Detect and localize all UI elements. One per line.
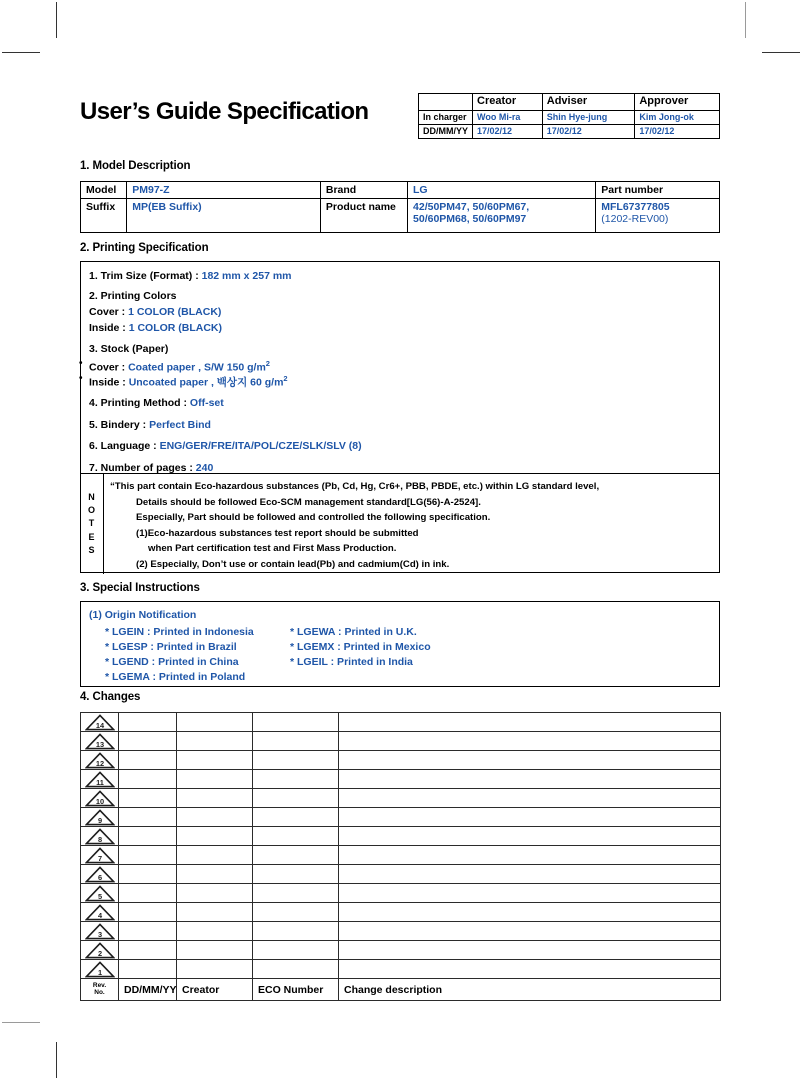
- revision-triangle-icon: [85, 904, 115, 921]
- changes-cell-description: [339, 884, 721, 903]
- changes-cell-creator: [177, 865, 253, 884]
- revision-triangle-icon: [85, 923, 115, 940]
- table-row: [81, 884, 721, 903]
- revision-triangle-icon: [85, 771, 115, 788]
- origin-notification-title: (1) Origin Notification: [89, 609, 197, 621]
- changes-cell-creator: [177, 732, 253, 751]
- svg-text:10: 10: [95, 796, 104, 806]
- origin-lgend: * LGEND : Printed in China: [105, 656, 239, 668]
- table-row: [81, 941, 721, 960]
- origin-lgemx: * LGEMX : Printed in Mexico: [290, 641, 431, 653]
- notes-body: [110, 479, 716, 572]
- stock-inside-superscript: 2: [283, 374, 288, 383]
- number-of-pages-value: 240: [195, 462, 214, 474]
- special-instructions-box: [80, 601, 720, 687]
- changes-cell-date: [119, 713, 177, 732]
- notes-line-2: Details should be followed Eco-SCM management standard[LG(56)-A-2524].: [136, 496, 481, 508]
- svg-text:8: 8: [97, 834, 102, 844]
- revision-marker-cell: [81, 713, 119, 732]
- changes-cell-date: [119, 751, 177, 770]
- revision-marker-cell: [81, 770, 119, 789]
- approval-row-in-charger: [419, 110, 720, 124]
- part-number-value-cell: [596, 199, 720, 233]
- revision-marker-cell: [81, 865, 119, 884]
- model-table-row-2: [81, 199, 720, 233]
- revision-marker-cell: [81, 903, 119, 922]
- changes-table-footer: [81, 979, 721, 1001]
- changes-cell-date: [119, 789, 177, 808]
- svg-text:7: 7: [97, 853, 102, 863]
- approval-adviser-name: Shin Hye-jung: [542, 110, 635, 124]
- language-line: [89, 440, 362, 453]
- approval-header-approver: Approver: [635, 94, 720, 111]
- origin-lgesp: * LGESP : Printed in Brazil: [105, 641, 237, 653]
- model-table-row-1: [81, 182, 720, 199]
- changes-cell-description: [339, 922, 721, 941]
- trim-size-label: 1. Trim Size (Format) :: [89, 270, 202, 282]
- bindery-line: [89, 419, 211, 432]
- table-row: [81, 827, 721, 846]
- changes-cell-date: [119, 884, 177, 903]
- svg-text:5: 5: [97, 891, 102, 901]
- stock-cover-label: Cover :: [89, 361, 129, 374]
- table-row: [81, 732, 721, 751]
- changes-cell-date: [119, 827, 177, 846]
- changes-header-rev-no: [81, 979, 119, 1001]
- product-name-label: Product name: [320, 199, 407, 233]
- printing-colors-inside-value: 1 COLOR (BLACK): [128, 322, 223, 334]
- stock-cover-superscript: 2: [265, 359, 270, 368]
- suffix-label: Suffix: [81, 199, 127, 233]
- revision-triangle-icon: [85, 847, 115, 864]
- changes-cell-description: [339, 960, 721, 979]
- changes-cell-creator: [177, 903, 253, 922]
- revision-marker-cell: [81, 941, 119, 960]
- changes-cell-date: [119, 960, 177, 979]
- changes-cell-description: [339, 770, 721, 789]
- svg-text:1: 1: [97, 967, 102, 977]
- changes-cell-eco-number: [253, 751, 339, 770]
- revision-triangle-icon: [85, 733, 115, 750]
- notes-line-1: “This part contain Eco-hazardous substances (Pb, Cd, Hg, Cr6+, PBB, PBDE, etc.) within LG standard level,: [110, 481, 600, 492]
- revision-marker-cell: [81, 732, 119, 751]
- approval-row-date: [419, 125, 720, 139]
- changes-cell-description: [339, 846, 721, 865]
- stock-inside-line: [89, 374, 288, 389]
- notes-line-6: (2) Especially, Don’t use or contain lead(Pb) and cadmium(Cd) in ink.: [136, 558, 450, 570]
- table-row: [81, 789, 721, 808]
- printing-colors-cover-line: [89, 306, 221, 319]
- crop-mark-top-left-vertical: [56, 2, 57, 38]
- changes-cell-eco-number: [253, 713, 339, 732]
- stock-inside-value: Uncoated paper , 백상지 60 g/m: [128, 376, 284, 389]
- approval-header-row: [419, 94, 720, 111]
- approval-table: [418, 93, 720, 139]
- changes-table: [80, 712, 721, 1001]
- notes-letter-s: S: [88, 544, 95, 555]
- bindery-label: 5. Bindery :: [89, 419, 150, 431]
- changes-cell-creator: [177, 827, 253, 846]
- revision-triangle-icon: [85, 866, 115, 883]
- crop-mark-top-left-horizontal: [2, 52, 40, 53]
- changes-cell-eco-number: [253, 865, 339, 884]
- origin-lgeil: * LGEIL : Printed in India: [290, 656, 413, 668]
- changes-cell-eco-number: [253, 903, 339, 922]
- number-of-pages-label: 7. Number of pages :: [89, 462, 196, 474]
- changes-cell-creator: [177, 713, 253, 732]
- changes-cell-creator: [177, 884, 253, 903]
- stock-cover-line: [89, 359, 270, 374]
- changes-cell-description: [339, 865, 721, 884]
- svg-text:12: 12: [95, 758, 104, 768]
- changes-cell-eco-number: [253, 922, 339, 941]
- changes-header-creator: Creator: [177, 979, 253, 1001]
- approval-adviser-date: 17/02/12: [542, 125, 635, 139]
- changes-cell-eco-number: [253, 827, 339, 846]
- revision-marker-cell: [81, 827, 119, 846]
- changes-cell-description: [339, 827, 721, 846]
- changes-header-row: [81, 979, 721, 1001]
- changes-header-eco-number: ECO Number: [253, 979, 339, 1001]
- svg-text:6: 6: [97, 872, 102, 882]
- table-row: [81, 846, 721, 865]
- approval-header-creator: Creator: [473, 94, 543, 111]
- revision-marker-cell: [81, 751, 119, 770]
- printing-colors-inside-line: [89, 322, 222, 335]
- part-number-value: MFL67377805: [601, 201, 670, 213]
- notes-vertical-label: [80, 474, 104, 574]
- svg-text:4: 4: [97, 910, 102, 920]
- changes-cell-eco-number: [253, 808, 339, 827]
- bindery-value: Perfect Bind: [149, 419, 211, 431]
- changes-cell-creator: [177, 789, 253, 808]
- changes-table-body: [81, 713, 721, 979]
- revision-triangle-icon: [85, 828, 115, 845]
- table-row: [81, 960, 721, 979]
- printing-colors-label: 2. Printing Colors: [89, 290, 177, 302]
- trim-size-line: [89, 270, 292, 283]
- approval-creator-date: 17/02/12: [473, 125, 543, 139]
- svg-text:3: 3: [97, 929, 102, 939]
- changes-cell-description: [339, 808, 721, 827]
- page-title: User’s Guide Specification: [80, 98, 369, 125]
- revision-marker-cell: [81, 846, 119, 865]
- language-value: ENG/GER/FRE/ITA/POL/CZE/SLK/SLV (8): [159, 440, 362, 452]
- changes-cell-eco-number: [253, 732, 339, 751]
- changes-cell-eco-number: [253, 789, 339, 808]
- section-heading-model-description: 1. Model Description: [80, 160, 191, 172]
- model-description-table: [80, 181, 720, 233]
- changes-cell-creator: [177, 941, 253, 960]
- changes-cell-date: [119, 903, 177, 922]
- approval-row-label-in-charger: In charger: [419, 110, 473, 124]
- printing-method-value: Off-set: [189, 397, 224, 409]
- changes-cell-date: [119, 865, 177, 884]
- trim-size-value: 182 mm x 257 mm: [201, 270, 292, 282]
- model-label: Model: [81, 182, 127, 199]
- changes-header-rev-line2: No.: [94, 988, 105, 996]
- changes-cell-eco-number: [253, 941, 339, 960]
- notes-line-4: (1)Eco-hazardous substances test report should be submitted: [136, 527, 419, 539]
- table-row: [81, 903, 721, 922]
- revision-marker-cell: [81, 789, 119, 808]
- revision-triangle-icon: [85, 809, 115, 826]
- approval-approver-name: Kim Jong-ok: [635, 110, 720, 124]
- changes-cell-date: [119, 808, 177, 827]
- crop-mark-top-right-horizontal: [762, 52, 800, 53]
- changes-cell-description: [339, 751, 721, 770]
- notes-line-5: when Part certification test and First Mass Production.: [148, 543, 397, 555]
- stock-paper-label: 3. Stock (Paper): [89, 343, 169, 355]
- revision-triangle-icon: [85, 714, 115, 731]
- origin-lgein: * LGEIN : Printed in Indonesia: [105, 626, 254, 638]
- approval-approver-date: 17/02/12: [635, 125, 720, 139]
- printing-method-label: 4. Printing Method :: [89, 397, 190, 409]
- changes-cell-eco-number: [253, 846, 339, 865]
- svg-text:11: 11: [95, 777, 104, 787]
- crop-mark-bottom-left-vertical: [56, 1042, 57, 1078]
- changes-cell-description: [339, 732, 721, 751]
- svg-text:2: 2: [97, 948, 102, 958]
- revision-marker-cell: [81, 922, 119, 941]
- changes-cell-description: [339, 903, 721, 922]
- section-heading-printing-specification: 2. Printing Specification: [80, 242, 209, 254]
- model-value: PM97-Z: [127, 182, 321, 199]
- approval-corner-cell: [419, 94, 473, 111]
- changes-header-rev-line1: Rev.: [92, 981, 107, 989]
- notes-letter-t: T: [88, 518, 95, 529]
- table-row: [81, 770, 721, 789]
- changes-cell-creator: [177, 751, 253, 770]
- brand-value: LG: [408, 182, 596, 199]
- revision-marker-cell: [81, 884, 119, 903]
- table-row: [81, 751, 721, 770]
- stock-cover-value: Coated paper , S/W 150 g/m: [128, 361, 266, 374]
- changes-cell-eco-number: [253, 884, 339, 903]
- revision-marker-cell: [81, 808, 119, 827]
- changes-cell-date: [119, 941, 177, 960]
- table-row: [81, 865, 721, 884]
- notes-letter-o: O: [87, 505, 95, 516]
- part-number-label: Part number: [596, 182, 720, 199]
- changes-cell-date: [119, 846, 177, 865]
- revision-triangle-icon: [85, 752, 115, 769]
- origin-lgema: * LGEMA : Printed in Poland: [105, 671, 246, 683]
- revision-triangle-icon: [85, 790, 115, 807]
- suffix-value: MP(EB Suffix): [127, 199, 321, 233]
- changes-cell-eco-number: [253, 960, 339, 979]
- changes-header-date: DD/MM/YY: [119, 979, 177, 1001]
- notes-letter-n: N: [88, 492, 95, 503]
- changes-header-description: Change description: [339, 979, 721, 1001]
- table-row: [81, 922, 721, 941]
- printing-colors-inside-label: Inside :: [89, 322, 129, 334]
- part-number-revision: (1202-REV00): [601, 213, 669, 225]
- changes-cell-creator: [177, 770, 253, 789]
- origin-lgewa: * LGEWA : Printed in U.K.: [290, 626, 417, 638]
- stock-inside-label: Inside :: [89, 376, 129, 389]
- changes-cell-description: [339, 713, 721, 732]
- revision-triangle-icon: [85, 942, 115, 959]
- printing-method-line: [89, 397, 224, 410]
- svg-text:14: 14: [95, 720, 104, 730]
- revision-triangle-icon: [85, 961, 115, 978]
- revision-triangle-icon: [85, 885, 115, 902]
- language-label: 6. Language :: [89, 440, 160, 452]
- printing-colors-cover-value: 1 COLOR (BLACK): [128, 306, 222, 318]
- table-row: [81, 808, 721, 827]
- revision-marker-cell: [81, 960, 119, 979]
- product-name-line-2: 50/60PM68, 50/60PM97: [413, 213, 527, 225]
- svg-text:9: 9: [97, 815, 102, 825]
- product-name-line-1: 42/50PM47, 50/60PM67,: [413, 201, 530, 213]
- svg-text:13: 13: [95, 739, 104, 749]
- printing-colors-cover-label: Cover :: [89, 306, 129, 318]
- approval-creator-name: Woo Mi-ra: [473, 110, 543, 124]
- section-heading-changes: 4. Changes: [80, 691, 141, 703]
- changes-cell-creator: [177, 922, 253, 941]
- changes-cell-date: [119, 732, 177, 751]
- notes-letter-e: E: [88, 531, 95, 542]
- changes-cell-creator: [177, 846, 253, 865]
- crop-mark-top-right-vertical: [745, 2, 746, 38]
- changes-cell-description: [339, 789, 721, 808]
- approval-row-label-date: DD/MM/YY: [419, 125, 473, 139]
- changes-cell-creator: [177, 808, 253, 827]
- notes-line-3: Especially, Part should be followed and controlled the following specification.: [136, 512, 491, 524]
- section-heading-special-instructions: 3. Special Instructions: [80, 582, 200, 594]
- changes-cell-date: [119, 770, 177, 789]
- changes-cell-description: [339, 941, 721, 960]
- approval-header-adviser: Adviser: [542, 94, 635, 111]
- table-row: [81, 713, 721, 732]
- notes-section: [80, 473, 720, 573]
- changes-cell-creator: [177, 960, 253, 979]
- product-name-value: [408, 199, 596, 233]
- changes-cell-eco-number: [253, 770, 339, 789]
- changes-cell-date: [119, 922, 177, 941]
- brand-label: Brand: [320, 182, 407, 199]
- crop-mark-bottom-left-horizontal: [2, 1022, 40, 1023]
